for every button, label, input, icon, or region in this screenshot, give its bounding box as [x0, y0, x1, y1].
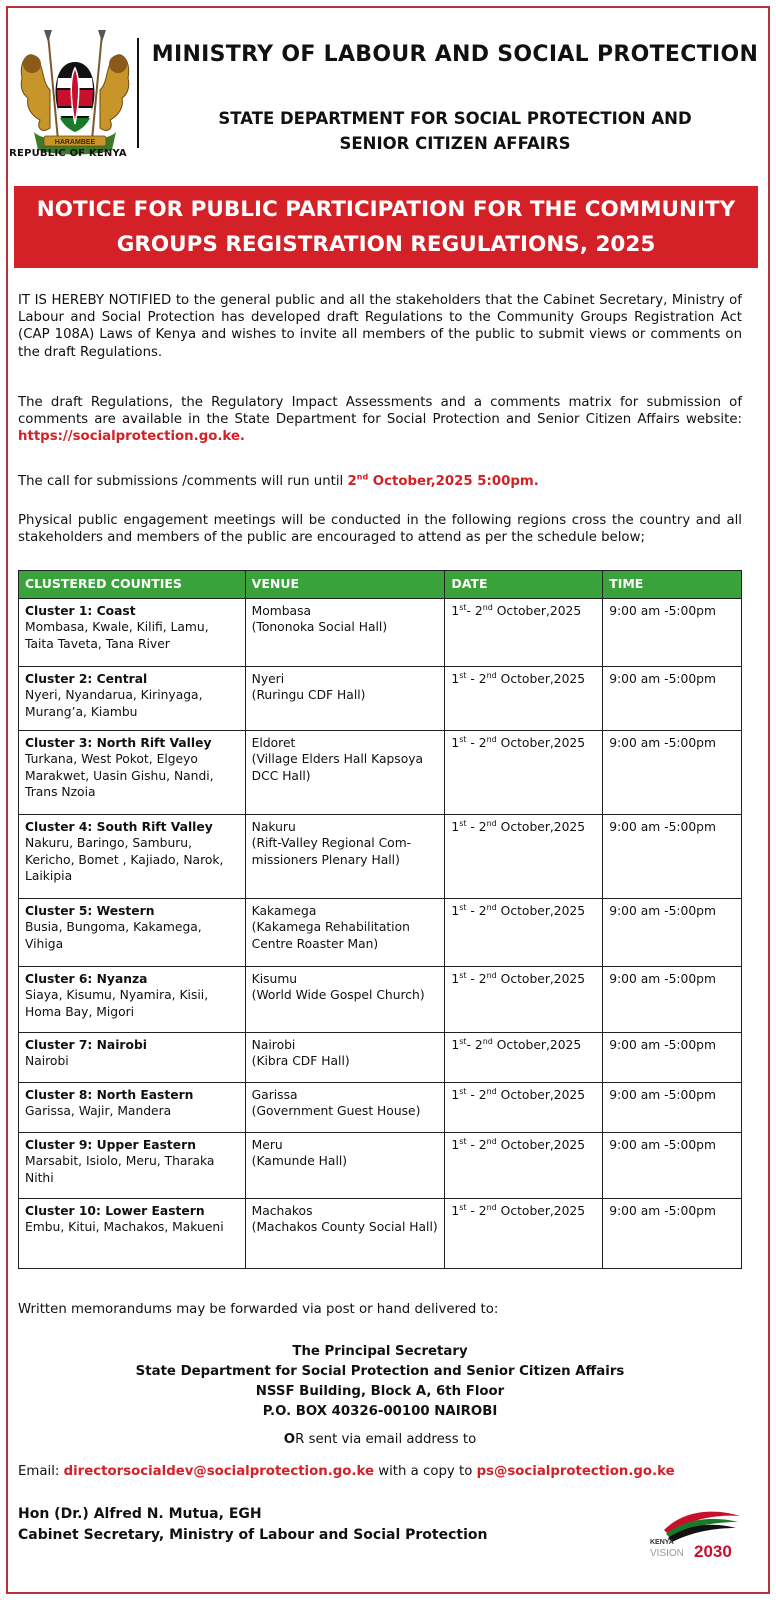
cluster-cell: [19, 1133, 246, 1199]
time-cell: 9:00 am -5:00pm: [603, 1033, 742, 1083]
cluster-cell: [19, 815, 246, 899]
date-end-suffix: nd: [486, 734, 497, 744]
date-month: October,2025: [496, 820, 586, 834]
venue-cell: [245, 967, 445, 1033]
venue-place: (Government Guest House): [251, 1104, 421, 1119]
header-venue: VENUE: [245, 571, 445, 599]
cluster-name: Cluster 8: North Eastern: [25, 1088, 194, 1102]
time-cell: 9:00 am -5:00pm: [603, 1199, 742, 1269]
or-email-line: [18, 1432, 742, 1447]
address-line-2: State Department for Social Protection and Senior Citizen Affairs: [135, 1364, 625, 1379]
table-row: [19, 1199, 742, 1269]
cluster-counties: Embu, Kitui, Machakos, Makueni: [25, 1220, 224, 1235]
venue-cell: [245, 667, 445, 731]
date-end-suffix: nd: [486, 1086, 497, 1096]
ministry-title: MINISTRY OF LABOUR AND SOCIAL PROTECTION: [151, 42, 759, 67]
cluster-name: Cluster 10: Lower Eastern: [25, 1204, 205, 1218]
venue-cell: [245, 899, 445, 967]
date-end: 2: [478, 672, 487, 686]
time-cell: 9:00 am -5:00pm: [603, 599, 742, 667]
date-cell: [445, 599, 603, 667]
venue-cell: [245, 1133, 445, 1199]
cluster-counties: Nairobi: [25, 1054, 69, 1069]
venue-name: Meru: [251, 1138, 283, 1152]
table-header-row: [19, 571, 742, 599]
venue-cell: [245, 1083, 445, 1133]
email-line: [18, 1464, 742, 1479]
table-row: [19, 1133, 742, 1199]
cluster-name: Cluster 1: Coast: [25, 604, 136, 618]
time-cell: 9:00 am -5:00pm: [603, 667, 742, 731]
date-start-suffix: st: [459, 1136, 467, 1146]
venue-name: Nairobi: [251, 1038, 296, 1052]
date-month: October,2025: [496, 736, 586, 750]
venue-place: (World Wide Gospel Church): [251, 988, 425, 1003]
date-end: 2: [478, 904, 487, 918]
date-start: 1: [451, 1204, 460, 1218]
date-end: 2: [478, 1138, 487, 1152]
date-start-suffix: st: [459, 734, 467, 744]
date-month: October,2025: [496, 1088, 586, 1102]
date-start: 1: [451, 1138, 460, 1152]
cluster-name: Cluster 2: Central: [25, 672, 148, 686]
date-start: 1: [451, 1038, 460, 1052]
date-start-suffix: st: [459, 602, 467, 612]
time-cell: 9:00 am -5:00pm: [603, 731, 742, 815]
venue-name: Machakos: [251, 1204, 313, 1218]
date-month: October,2025: [496, 972, 586, 986]
header-divider: [137, 38, 139, 148]
date-end: 2: [478, 1204, 487, 1218]
date-end: 2: [478, 1088, 487, 1102]
date-end: 2: [478, 736, 487, 750]
date-cell: [445, 1199, 603, 1269]
cluster-cell: [19, 899, 246, 967]
date-separator: -: [466, 820, 479, 834]
date-start: 1: [451, 972, 460, 986]
cluster-counties: Garissa, Wajir, Mandera: [25, 1104, 172, 1119]
table-row: [19, 599, 742, 667]
header-date: DATE: [445, 571, 603, 599]
date-start-suffix: st: [459, 970, 467, 980]
vision-word-text: VISION: [650, 1548, 684, 1559]
crest-caption: REPUBLIC OF KENYA: [9, 148, 127, 159]
notice-paragraph-3: [18, 473, 742, 490]
table-row: [19, 899, 742, 967]
banner-line-1: NOTICE FOR PUBLIC PARTICIPATION FOR THE COMMUNITY: [36, 197, 736, 222]
schedule-table: [18, 570, 742, 1269]
venue-name: Nakuru: [251, 820, 296, 834]
paragraph-3-text: The call for submissions /comments will run until: [18, 474, 348, 489]
cluster-counties: Siaya, Kisumu, Nyamira, Kisii, Homa Bay, Migori: [25, 988, 209, 1019]
date-cell: [445, 667, 603, 731]
cluster-counties: Marsabit, Isiolo, Meru, Tharaka Nithi: [25, 1154, 215, 1185]
deadline-day: 2: [347, 474, 357, 489]
cluster-name: Cluster 4: South Rift Valley: [25, 820, 213, 834]
date-end-suffix: nd: [486, 670, 497, 680]
or-text: R sent via email address to: [295, 1432, 477, 1447]
cluster-name: Cluster 7: Nairobi: [25, 1038, 147, 1052]
date-start: 1: [451, 1088, 460, 1102]
date-separator: -: [466, 1088, 479, 1102]
vision-year-text: 2030: [694, 1542, 732, 1560]
date-separator: -: [466, 736, 479, 750]
cluster-cell: [19, 967, 246, 1033]
address-line-4: P.O. BOX 40326-00100 NAIROBI: [262, 1404, 498, 1419]
venue-cell: [245, 599, 445, 667]
header-time: TIME: [603, 571, 742, 599]
venue-place: (Kamunde Hall): [251, 1154, 348, 1169]
date-end-suffix: nd: [486, 1136, 497, 1146]
cluster-cell: [19, 731, 246, 815]
forward-instructions: Written memorandums may be forwarded via post or hand delivered to:: [18, 1302, 499, 1317]
venue-place: (Village Elders Hall Kapsoya DCC Hall): [251, 752, 424, 783]
date-start-suffix: st: [459, 1036, 467, 1046]
date-cell: [445, 731, 603, 815]
date-start: 1: [451, 736, 460, 750]
email-ps-link[interactable]: ps@socialprotection.go.ke: [476, 1464, 675, 1479]
date-separator: -: [466, 1204, 479, 1218]
signatory-title: Cabinet Secretary, Ministry of Labour and Social Protection: [18, 1527, 488, 1543]
date-separator: -: [466, 1138, 479, 1152]
venue-name: Eldoret: [251, 736, 296, 750]
date-end-suffix: nd: [486, 970, 497, 980]
deadline-rest: October,2025 5:00pm.: [368, 474, 539, 489]
cluster-counties: Mombasa, Kwale, Kilifi, Lamu, Taita Taveta, Tana River: [25, 620, 209, 651]
crest-motto: HARAMBEE: [54, 139, 96, 146]
venue-place: (Rift-Valley Regional Com-missioners Plenary Hall): [251, 836, 412, 867]
venue-name: Kakamega: [251, 904, 317, 918]
date-separator: -: [466, 672, 479, 686]
date-end-suffix: nd: [486, 818, 497, 828]
date-start-suffix: st: [459, 670, 467, 680]
cluster-name: Cluster 6: Nyanza: [25, 972, 148, 986]
email-copy-text: with a copy to: [373, 1464, 477, 1479]
date-start: 1: [451, 604, 460, 618]
venue-place: (Machakos County Social Hall): [251, 1220, 438, 1235]
cluster-counties: Turkana, West Pokot, Elgeyo Marakwet, Uasin Gishu, Nandi, Trans Nzoia: [25, 752, 214, 800]
table-row: [19, 1083, 742, 1133]
notice-banner: [14, 186, 758, 268]
venue-cell: [245, 731, 445, 815]
cluster-cell: [19, 1199, 246, 1269]
venue-place: (Kakamega Rehabilitation Centre Roaster Man): [251, 920, 410, 951]
department-line-1: STATE DEPARTMENT FOR SOCIAL PROTECTION AND: [218, 109, 692, 128]
date-end-suffix: nd: [486, 902, 497, 912]
venue-cell: [245, 815, 445, 899]
date-end: 2: [478, 972, 487, 986]
date-month: October,2025: [496, 1204, 586, 1218]
date-end-suffix: nd: [482, 1036, 493, 1046]
table-row: [19, 967, 742, 1033]
venue-place: (Ruringu CDF Hall): [251, 688, 366, 703]
time-cell: 9:00 am -5:00pm: [603, 1133, 742, 1199]
date-cell: [445, 815, 603, 899]
table-row: [19, 815, 742, 899]
date-end: 2: [474, 1038, 483, 1052]
cluster-counties: Nyeri, Nyandarua, Kirinyaga, Murang’a, Kiambu: [25, 688, 203, 719]
banner-line-2: GROUPS REGISTRATION REGULATIONS, 2025: [116, 232, 656, 257]
signatory-name: Hon (Dr.) Alfred N. Mutua, EGH: [18, 1506, 262, 1522]
deadline: [347, 474, 538, 489]
date-start: 1: [451, 672, 460, 686]
address-line-3: NSSF Building, Block A, 6th Floor: [255, 1384, 505, 1399]
kenya-vision-2030-logo: [644, 1500, 744, 1560]
date-month: October,2025: [496, 672, 586, 686]
date-month: October,2025: [496, 904, 586, 918]
time-cell: 9:00 am -5:00pm: [603, 967, 742, 1033]
date-start-suffix: st: [459, 1086, 467, 1096]
cluster-cell: [19, 599, 246, 667]
date-end: 2: [474, 604, 483, 618]
or-initial: O: [283, 1432, 296, 1447]
paragraph-2-text: The draft Regulations, the Regulatory Impact Assessments and a comments matrix for submission of comments are available in the State Department for Social Protection and Senior Citizen Affairs website:: [18, 395, 742, 428]
venue-cell: [245, 1199, 445, 1269]
venue-name: Kisumu: [251, 972, 298, 986]
venue-name: Nyeri: [251, 672, 285, 686]
cluster-counties: Busia, Bungoma, Kakamega, Vihiga: [25, 920, 202, 951]
vision-kenya-text: KENYA: [650, 1539, 674, 1546]
venue-name: Mombasa: [251, 604, 312, 618]
cluster-cell: [19, 1033, 246, 1083]
date-separator: -: [466, 604, 475, 618]
cluster-name: Cluster 5: Western: [25, 904, 155, 918]
cluster-counties: Nakuru, Baringo, Samburu, Kericho, Bomet , Kajiado, Narok, Laikipia: [25, 836, 224, 884]
department-title: [150, 106, 760, 156]
cluster-cell: [19, 667, 246, 731]
date-month: October,2025: [492, 1038, 582, 1052]
date-month: October,2025: [492, 604, 582, 618]
date-separator: -: [466, 904, 479, 918]
time-cell: 9:00 am -5:00pm: [603, 899, 742, 967]
venue-name: Garissa: [251, 1088, 298, 1102]
date-separator: -: [466, 1038, 475, 1052]
venue-place: (Kibra CDF Hall): [251, 1054, 350, 1069]
table-row: [19, 731, 742, 815]
kenya-coat-of-arms-icon: [14, 28, 136, 163]
date-cell: [445, 1083, 603, 1133]
email-label: Email:: [18, 1464, 64, 1479]
date-cell: [445, 1133, 603, 1199]
date-start: 1: [451, 904, 460, 918]
date-end-suffix: nd: [482, 602, 493, 612]
deadline-suffix: nd: [356, 472, 369, 482]
time-cell: 9:00 am -5:00pm: [603, 815, 742, 899]
date-start-suffix: st: [459, 902, 467, 912]
table-row: [19, 1033, 742, 1083]
notice-paragraph-4: Physical public engagement meetings will be conducted in the following regions cross the country and all stakeholders and members of the public are encouraged to attend as per the schedule below;: [18, 513, 742, 546]
cluster-name: Cluster 9: Upper Eastern: [25, 1138, 196, 1152]
signatory: [18, 1504, 487, 1546]
table-row: [19, 667, 742, 731]
notice-paragraph-1: IT IS HEREBY NOTIFIED to the general public and all the stakeholders that the Cabinet Secretary, Ministry of Labour and Social Protection has developed draft Regulations to the Community Groups Registration Act (CAP 108A) Laws of Kenya and wishes to invite all members of the public to submit views or comments on the draft Regulations.: [18, 293, 742, 360]
postal-address: [18, 1342, 742, 1422]
department-line-2: SENIOR CITIZEN AFFAIRS: [339, 134, 571, 153]
date-separator: -: [466, 972, 479, 986]
date-start: 1: [451, 820, 460, 834]
date-start-suffix: st: [459, 818, 467, 828]
cluster-name: Cluster 3: North Rift Valley: [25, 736, 212, 750]
date-end: 2: [478, 820, 487, 834]
cluster-cell: [19, 1083, 246, 1133]
date-cell: [445, 1033, 603, 1083]
notice-paragraph-2: [18, 394, 742, 446]
header-clustered-counties: CLUSTERED COUNTIES: [19, 571, 246, 599]
date-end-suffix: nd: [486, 1202, 497, 1212]
time-cell: 9:00 am -5:00pm: [603, 1083, 742, 1133]
email-director-link[interactable]: directorsocialdev@socialprotection.go.ke: [63, 1464, 374, 1479]
venue-place: (Tononoka Social Hall): [251, 620, 388, 635]
date-cell: [445, 967, 603, 1033]
venue-cell: [245, 1033, 445, 1083]
date-cell: [445, 899, 603, 967]
website-link[interactable]: https://socialprotection.go.ke.: [18, 429, 245, 445]
date-start-suffix: st: [459, 1202, 467, 1212]
address-line-1: The Principal Secretary: [292, 1344, 468, 1359]
date-month: October,2025: [496, 1138, 586, 1152]
